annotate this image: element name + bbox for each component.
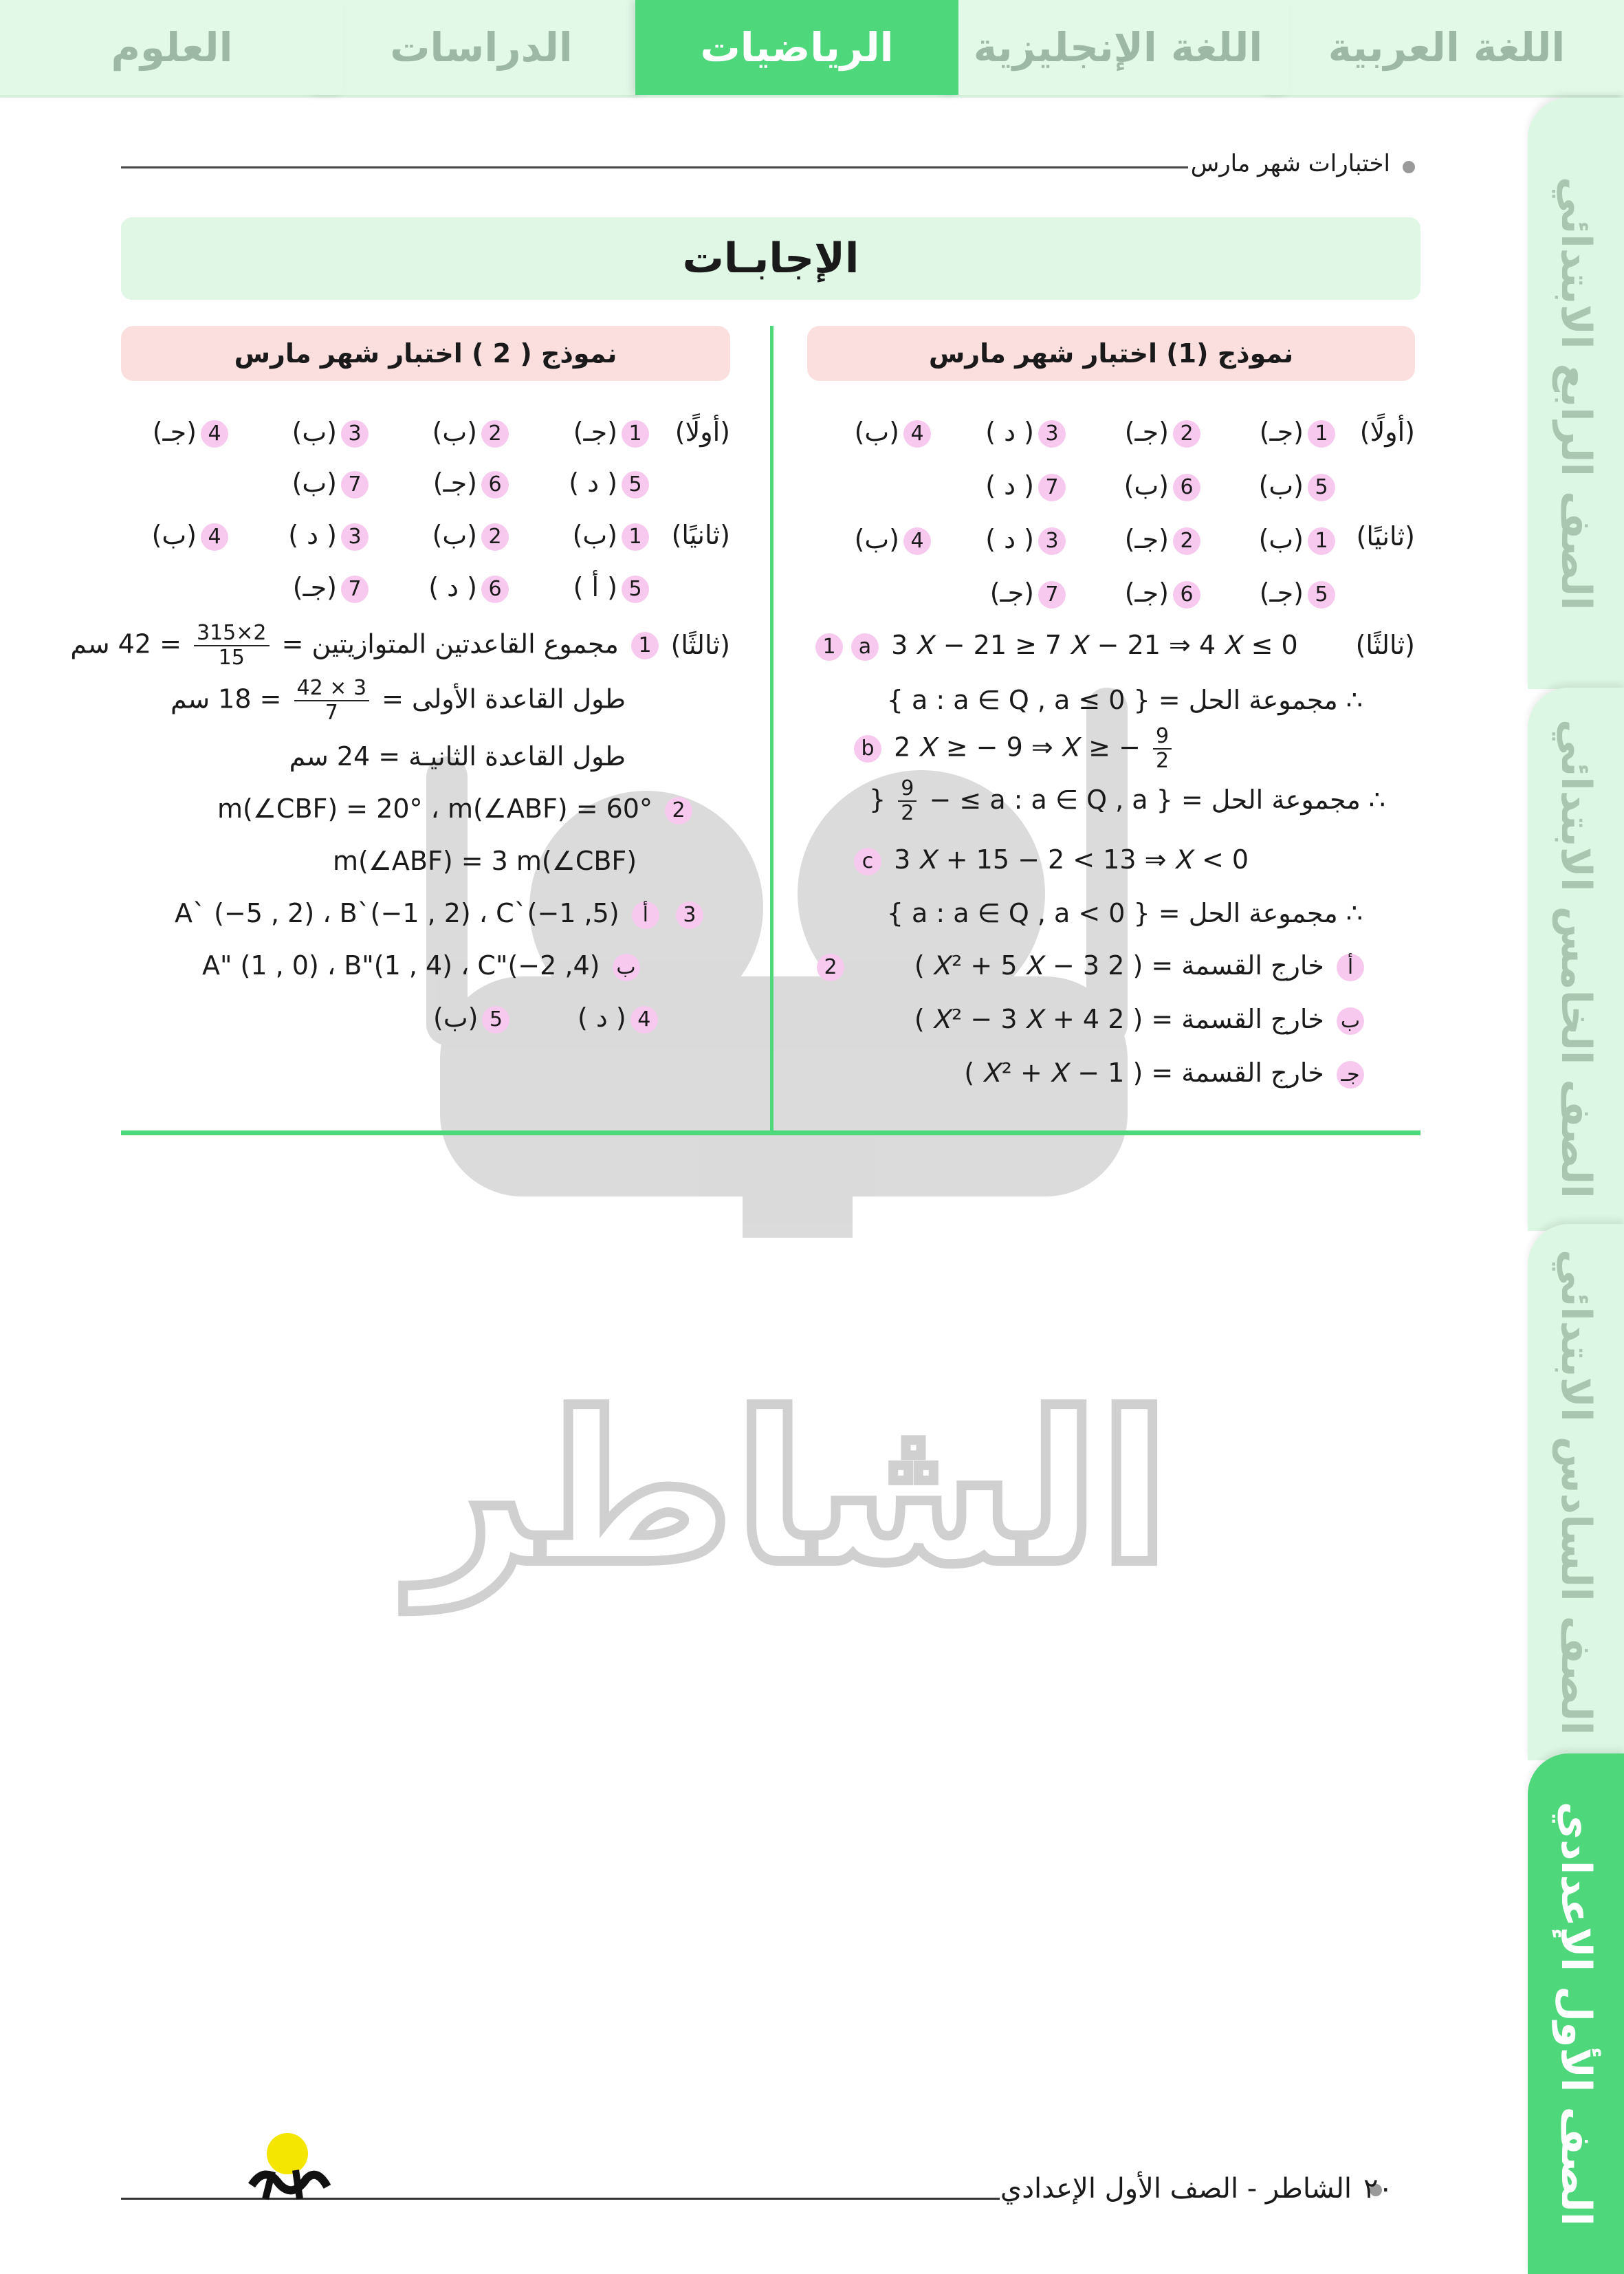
mc-answer: [1260, 417, 1339, 448]
footer-book-title: الشاطر - الصف الأول الإعدادي: [1000, 2173, 1352, 2205]
tab-math[interactable]: [635, 0, 958, 95]
m2-q1-l2-result: = 18 سم: [170, 684, 282, 714]
part-tag: b: [854, 735, 881, 763]
answer: (جـ): [1124, 578, 1169, 608]
answer: (ب): [1258, 470, 1304, 501]
part-tag: أ: [1337, 954, 1364, 981]
mc-answer: [855, 417, 935, 448]
answer: (ب): [292, 468, 337, 498]
m2-third-label: (ثالثًا): [670, 630, 730, 660]
m1-q2a-text: خارج القسمة = ( 2 𝑋² + 5 𝑋 − 3 ): [914, 950, 1324, 981]
part-tag: c: [854, 848, 881, 875]
answer: (ب): [151, 520, 197, 550]
mc-answer: [152, 520, 232, 551]
question-number: 6: [1173, 474, 1200, 501]
answer: (ب): [292, 417, 337, 447]
answer: (جـ): [152, 417, 197, 447]
mc-answer: [985, 417, 1070, 448]
mc-answer: [569, 468, 653, 499]
m1-q1c-set: ∴ مجموعة الحل = { a : a ∈ Q , a < 0 }: [886, 898, 1363, 928]
answer: (جـ): [1259, 417, 1304, 447]
question-number: 1: [622, 523, 649, 551]
question-number: 6: [1173, 581, 1200, 609]
mc-answer: [855, 524, 935, 555]
answer: (جـ): [1124, 417, 1169, 447]
question-number: 5: [622, 576, 649, 603]
m2-q5: [433, 1003, 514, 1034]
fraction: [294, 677, 370, 725]
mc-answer: [1259, 470, 1339, 501]
m2-q2-line2: m(∠ABF) = 3 m(∠CBF): [333, 846, 637, 876]
answer: ( د ): [288, 520, 337, 550]
set-text: ∴ مجموعة الحل = { a : a ∈ Q , a ≥ −: [929, 784, 1386, 815]
part-tag: ب: [1337, 1007, 1364, 1035]
mc-answer: [432, 520, 513, 551]
part-tag: a: [851, 633, 879, 661]
m1-first-label: (أولًا): [1359, 417, 1415, 447]
question-number: 7: [341, 576, 369, 603]
tab-label: الدراسات: [390, 24, 573, 71]
m2-q1-result: = 42 سم: [70, 628, 182, 659]
answer: ( د ): [985, 417, 1034, 447]
question-number: 5: [1308, 581, 1335, 609]
mc-answer: [288, 520, 373, 551]
question-number: 6: [481, 576, 509, 603]
m2-q3a-text: A` (−5 , 2) ، B`(−1 , 2) ، C`(−1 ,5): [175, 898, 619, 928]
mc-answer: [573, 520, 653, 551]
answer: (ب): [1258, 524, 1304, 554]
question-number: 4: [903, 527, 931, 555]
question-number: 5: [482, 1006, 509, 1034]
question-number: 2: [1173, 420, 1200, 448]
tab-label: اللغة العربية: [1328, 24, 1566, 71]
question-number: 2: [665, 797, 692, 824]
set-brace: }: [869, 784, 886, 815]
mc-answer: [1124, 470, 1205, 501]
answers-title: الإجابـات: [121, 217, 1420, 300]
tab-social-studies[interactable]: [316, 0, 646, 95]
mc-answer: [985, 470, 1070, 501]
answer: ( د ): [569, 468, 617, 498]
answer: (ب): [432, 417, 477, 447]
mc-answer: [153, 417, 232, 448]
question-number: 7: [341, 471, 369, 499]
tab-arabic[interactable]: [1269, 0, 1624, 95]
mc-answer: [1125, 417, 1205, 448]
question-number: 7: [1038, 581, 1066, 609]
question-number: 6: [481, 471, 509, 499]
m2-q3b-text: A" (1 , 0) ، B"(1 , 4) ، C"(−2 ,4): [202, 950, 600, 981]
answer: (جـ): [573, 417, 617, 447]
m2-q3a: [175, 898, 707, 929]
model2-heading: نموذج ( 2 ) اختبار شهر مارس: [121, 326, 730, 381]
m2-q3b: [202, 950, 644, 981]
mc-answer: [990, 578, 1070, 609]
question-number: 4: [903, 420, 931, 448]
question-number: 2: [481, 523, 509, 551]
denominator: 2: [901, 801, 914, 825]
mc-answer: [985, 524, 1070, 555]
section-bottom-rule: [121, 1130, 1420, 1135]
denominator: 2: [1156, 749, 1170, 773]
m1-q1b: [850, 725, 1176, 773]
numerator: 3 × 42: [294, 677, 370, 701]
question-number: 3: [341, 523, 369, 551]
mc-answer: [432, 417, 513, 448]
question-number: 5: [1308, 474, 1335, 501]
grade-tab-label: الصف الخامس الابتدائي: [1552, 719, 1600, 1199]
mc-answer: [293, 572, 373, 603]
tab-label: اللغة الإنجليزية: [973, 24, 1263, 71]
m2-q1: [70, 622, 663, 670]
m2-q1-l2-text: طول القاعدة الأولى =: [382, 684, 626, 714]
m1-q2b: [914, 1004, 1368, 1035]
m2-q2-l1-text: m(∠CBF) = 20° ، m(∠ABF) = 60°: [217, 794, 652, 824]
answer: ( د ): [985, 524, 1034, 554]
m1-q1c: [850, 844, 1249, 875]
question-number: 2: [817, 954, 844, 981]
mc-answer: [573, 572, 653, 603]
bullet-dot: [1403, 161, 1415, 173]
mc-answer: [292, 417, 373, 448]
m2-q1-line3: طول القاعدة الثانيـة = 24 سم: [289, 741, 626, 772]
grade-tab-label: الصف الأول الإعدادي: [1552, 1801, 1600, 2227]
mc-answer: [1260, 578, 1339, 609]
numerator: 9: [1153, 725, 1172, 750]
grade-tab-1st-preparatory[interactable]: [1528, 1753, 1624, 2274]
m1-q2b-text: خارج القسمة = ( 2 𝑋² − 3 𝑋 + 4 ): [914, 1004, 1324, 1034]
answer: ( أ ): [573, 572, 617, 602]
watermark-text: الشاطر: [411, 1370, 1170, 1610]
section-label: اختبارات شهر مارس: [1190, 150, 1390, 177]
grade-tab-label: الصف السادس الابتدائي: [1552, 1249, 1600, 1736]
question-number: 3: [341, 420, 369, 448]
grade-tab-5th-primary[interactable]: [1528, 688, 1624, 1231]
mc-answer: [428, 572, 513, 603]
mc-answer: [1259, 524, 1339, 555]
m1-q2c: [964, 1058, 1368, 1089]
m1-q2c-text: خارج القسمة = ( 𝑋² + 𝑋 − 1 ): [964, 1058, 1324, 1088]
m1-q1a-set: ∴ مجموعة الحل = { a : a ∈ Q , a ≤ 0 }: [886, 685, 1363, 715]
m2-second-label: (ثانيًا): [671, 520, 730, 550]
page-number: ٢٠: [1363, 2173, 1393, 2205]
answer: ( د ): [578, 1003, 626, 1033]
answer: (جـ): [1259, 578, 1304, 608]
denominator: 7: [325, 701, 338, 725]
numerator: 9: [898, 777, 917, 802]
part-tag: أ: [632, 901, 659, 929]
mc-answer: [1125, 578, 1205, 609]
grade-tab-4th-primary[interactable]: [1528, 98, 1624, 689]
model1-heading: نموذج (1) اختبار شهر مارس: [807, 326, 1415, 381]
mc-answer: [292, 468, 373, 499]
answer: (ب): [432, 520, 477, 550]
grade-tab-label: الصف الرابع الابتدائي: [1552, 176, 1600, 611]
question-number: 3: [1038, 420, 1066, 448]
question-number: 1: [815, 633, 843, 661]
m2-q4: [578, 1003, 662, 1034]
answer: (ب): [572, 520, 617, 550]
tab-science[interactable]: [0, 0, 344, 95]
question-number: 4: [201, 420, 228, 448]
m2-q1-line2: [171, 677, 626, 725]
tab-label: الرياضيات: [700, 24, 894, 71]
m1-q1a: [811, 630, 1298, 661]
logo-icon: [245, 2130, 334, 2206]
mc-answer: [1125, 524, 1205, 555]
answer: (جـ): [1124, 524, 1169, 554]
fraction: [898, 777, 917, 825]
m1-q1b-eq: 2 𝑋 ≥ − 9 ⇒ 𝑋 ≥ −: [894, 732, 1141, 763]
mc-answer: [573, 417, 653, 448]
m1-q1b-set: [869, 777, 1385, 825]
numerator: 2×315: [194, 622, 270, 646]
question-number: 7: [1038, 474, 1066, 501]
answer: (ب): [854, 417, 899, 447]
m1-third-label: (ثالثًا): [1355, 630, 1415, 660]
question-number: 5: [622, 471, 649, 499]
answer: (جـ): [292, 572, 337, 602]
tab-english[interactable]: [946, 0, 1290, 95]
question-number: 1: [631, 632, 659, 659]
m1-q2a: [914, 950, 1368, 981]
question-number: 1: [1308, 527, 1335, 555]
question-number: 2: [1173, 527, 1200, 555]
part-tag: ب: [613, 954, 640, 981]
m1-q2-number: [813, 950, 848, 981]
m2-first-label: (أولًا): [674, 417, 730, 447]
mc-answer: [433, 468, 513, 499]
answer: ( د ): [428, 572, 477, 602]
answer: (ب): [1123, 470, 1169, 501]
answer: (ب): [433, 1003, 479, 1033]
m1-q1a-eq: 3 𝑋 − 21 ≥ 7 𝑋 − 21 ⇒ 4 𝑋 ≤ 0: [891, 630, 1298, 660]
m2-q1-text: مجموع القاعدتين المتوازيتين =: [281, 628, 619, 659]
tab-label: العلوم: [111, 24, 233, 71]
part-tag: جـ: [1337, 1061, 1364, 1089]
fraction: [194, 622, 270, 670]
answer: (جـ): [432, 468, 477, 498]
question-number: 3: [1038, 527, 1066, 555]
answer: (جـ): [989, 578, 1034, 608]
m2-q2-line1: [217, 794, 696, 824]
question-number: 1: [622, 420, 649, 448]
grade-tab-6th-primary[interactable]: [1528, 1224, 1624, 1760]
question-number: 3: [676, 901, 703, 929]
question-number: 4: [630, 1006, 658, 1034]
column-divider: [770, 326, 773, 1133]
fraction: [1153, 725, 1172, 773]
header-rule: [121, 166, 1188, 168]
answer: (ب): [854, 524, 899, 554]
denominator: 15: [218, 646, 245, 670]
answer: ( د ): [985, 470, 1034, 501]
question-number: 4: [201, 523, 228, 551]
m1-second-label: (ثانيًا): [1356, 521, 1415, 551]
m1-q1c-eq: 3 𝑋 + 15 − 2 < 13 ⇒ 𝑋 < 0: [894, 844, 1249, 875]
question-number: 1: [1308, 420, 1335, 448]
question-number: 2: [481, 420, 509, 448]
